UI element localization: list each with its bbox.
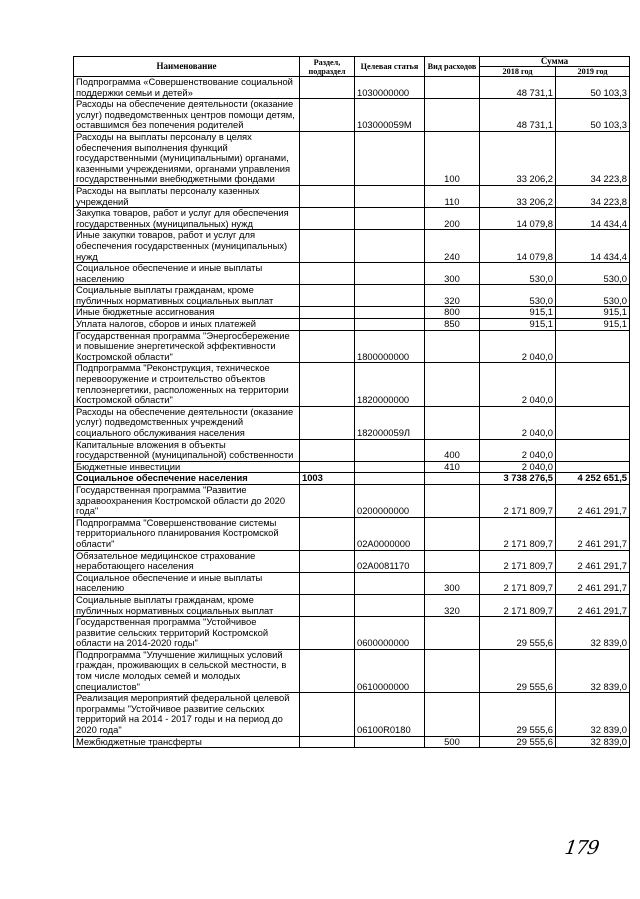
row-expense-type: 400 xyxy=(425,439,480,461)
table-row xyxy=(74,99,630,132)
row-sum-2018: 2 171 809,7 xyxy=(480,517,556,550)
row-expense-type xyxy=(425,484,480,517)
row-expense-type: 800 xyxy=(425,307,480,319)
row-section xyxy=(300,208,355,230)
header-name: Наименование xyxy=(74,57,300,77)
row-name: Подпрограмма "Реконструкция, техническое перевооружение и строительство объектов теплоэнергетики, расположенных на территории Костромской области" xyxy=(74,363,300,406)
row-section xyxy=(300,285,355,307)
row-sum-2018: 2 040,0 xyxy=(480,406,556,439)
row-section xyxy=(300,517,355,550)
row-section xyxy=(300,649,355,692)
row-section xyxy=(300,131,355,185)
table-row xyxy=(74,185,630,207)
row-article: 0610000000 xyxy=(355,649,425,692)
row-expense-type: 110 xyxy=(425,185,480,207)
row-article xyxy=(355,319,425,331)
row-article xyxy=(355,185,425,207)
row-sum-2019: 2 461 291,7 xyxy=(556,572,630,594)
row-expense-type xyxy=(425,330,480,363)
table-row xyxy=(74,473,630,485)
row-expense-type: 320 xyxy=(425,285,480,307)
row-sum-2019: 32 839,0 xyxy=(556,649,630,692)
row-section xyxy=(300,263,355,285)
row-sum-2018: 530,0 xyxy=(480,285,556,307)
row-sum-2019: 32 839,0 xyxy=(556,693,630,736)
row-article: 02А0081170 xyxy=(355,550,425,572)
row-section xyxy=(300,617,355,650)
row-article xyxy=(355,572,425,594)
row-expense-type: 200 xyxy=(425,208,480,230)
row-expense-type xyxy=(425,77,480,99)
row-expense-type xyxy=(425,617,480,650)
row-sum-2019: 2 461 291,7 xyxy=(556,594,630,616)
row-expense-type: 500 xyxy=(425,736,480,748)
row-section xyxy=(300,230,355,263)
row-sum-2019: 530,0 xyxy=(556,263,630,285)
row-sum-2019: 4 252 651,5 xyxy=(556,473,630,485)
table-row xyxy=(74,461,630,473)
row-sum-2018: 33 206,2 xyxy=(480,131,556,185)
row-article: 103000059М xyxy=(355,99,425,132)
row-sum-2018: 2 171 809,7 xyxy=(480,484,556,517)
row-sum-2018: 530,0 xyxy=(480,263,556,285)
row-name: Государственная программа "Устойчивое развитие сельских территорий Костромской области на 2014-2020 годы" xyxy=(74,617,300,650)
row-name: Иные бюджетные ассигнования xyxy=(74,307,300,319)
row-name: Межбюджетные трансферты xyxy=(74,736,300,748)
row-expense-type xyxy=(425,363,480,406)
row-sum-2018: 29 555,6 xyxy=(480,649,556,692)
header-year-2018: 2018 год xyxy=(480,67,556,77)
row-article xyxy=(355,594,425,616)
row-section xyxy=(300,693,355,736)
table-row xyxy=(74,208,630,230)
row-sum-2018: 29 555,6 xyxy=(480,693,556,736)
row-section xyxy=(300,594,355,616)
row-sum-2019: 32 839,0 xyxy=(556,736,630,748)
row-name: Расходы на выплаты персоналу в целях обеспечения выполнения функций государственными (муниципальными) органами, казенными учреждениями, органами управления государственными внебюджетными фондами xyxy=(74,131,300,185)
row-section xyxy=(300,77,355,99)
row-sum-2018: 915,1 xyxy=(480,307,556,319)
row-sum-2018: 3 738 276,5 xyxy=(480,473,556,485)
table-row xyxy=(74,230,630,263)
row-sum-2019: 915,1 xyxy=(556,319,630,331)
row-name: Расходы на выплаты персоналу казенных учреждений xyxy=(74,185,300,207)
table-row xyxy=(74,439,630,461)
row-expense-type xyxy=(425,517,480,550)
table-row xyxy=(74,484,630,517)
row-name: Социальные выплаты гражданам, кроме публичных нормативных социальных выплат xyxy=(74,594,300,616)
row-sum-2018: 2 040,0 xyxy=(480,461,556,473)
row-article: 1030000000 xyxy=(355,77,425,99)
table-row xyxy=(74,550,630,572)
row-section xyxy=(300,439,355,461)
table-row xyxy=(74,307,630,319)
row-name: Иные закупки товаров, работ и услуг для обеспечения государственных (муниципальных) нужд xyxy=(74,230,300,263)
row-sum-2019: 14 434,4 xyxy=(556,230,630,263)
row-name: Социальные выплаты гражданам, кроме публичных нормативных социальных выплат xyxy=(74,285,300,307)
row-article xyxy=(355,736,425,748)
row-article xyxy=(355,208,425,230)
row-name: Подпрограмма «Совершенствование социальной поддержки семьи и детей» xyxy=(74,77,300,99)
row-sum-2018: 48 731,1 xyxy=(480,77,556,99)
row-name: Подпрограмма "Совершенствование системы территориального планирования Костромской области" xyxy=(74,517,300,550)
table-row xyxy=(74,363,630,406)
row-article: 1820000000 xyxy=(355,363,425,406)
row-article: 02А0000000 xyxy=(355,517,425,550)
row-sum-2019 xyxy=(556,461,630,473)
row-name: Государственная программа "Развитие здравоохранения Костромской области до 2020 года" xyxy=(74,484,300,517)
row-section xyxy=(300,550,355,572)
row-sum-2019 xyxy=(556,363,630,406)
row-section xyxy=(300,319,355,331)
row-section xyxy=(300,99,355,132)
table-row xyxy=(74,263,630,285)
row-article xyxy=(355,230,425,263)
row-article: 0600000000 xyxy=(355,617,425,650)
table-row xyxy=(74,406,630,439)
row-name: Закупка товаров, работ и услуг для обеспечения государственных (муниципальных) нужд xyxy=(74,208,300,230)
row-section xyxy=(300,185,355,207)
row-sum-2019 xyxy=(556,406,630,439)
header-section: Раздел, подраздел xyxy=(300,57,355,77)
row-article: 1800000000 xyxy=(355,330,425,363)
row-sum-2019: 32 839,0 xyxy=(556,617,630,650)
row-article xyxy=(355,473,425,485)
row-sum-2018: 48 731,1 xyxy=(480,99,556,132)
row-sum-2019 xyxy=(556,330,630,363)
row-article xyxy=(355,439,425,461)
row-article: 06100R0180 xyxy=(355,693,425,736)
row-name: Социальное обеспечение и иные выплаты населению xyxy=(74,263,300,285)
row-sum-2019: 915,1 xyxy=(556,307,630,319)
row-name: Бюджетные инвестиции xyxy=(74,461,300,473)
row-sum-2018: 14 079,8 xyxy=(480,208,556,230)
row-name: Расходы на обеспечение деятельности (оказание услуг) подведомственных учреждений социального обслуживания населения xyxy=(74,406,300,439)
header-article: Целевая статья xyxy=(355,57,425,77)
row-expense-type xyxy=(425,406,480,439)
row-sum-2019: 530,0 xyxy=(556,285,630,307)
table-row xyxy=(74,517,630,550)
header-sum: Сумма xyxy=(480,57,630,67)
row-section xyxy=(300,363,355,406)
page-number: 179 xyxy=(563,837,600,859)
header-expense-type: Вид расходов xyxy=(425,57,480,77)
row-name: Капитальные вложения в объекты государственной (муниципальной) собственности xyxy=(74,439,300,461)
row-expense-type: 410 xyxy=(425,461,480,473)
row-sum-2018: 2 040,0 xyxy=(480,363,556,406)
row-expense-type: 300 xyxy=(425,263,480,285)
row-article xyxy=(355,307,425,319)
row-section xyxy=(300,330,355,363)
table-row xyxy=(74,131,630,185)
row-name: Государственная программа "Энергосбережение и повышение энергетической эффективности Костромской области" xyxy=(74,330,300,363)
row-expense-type: 300 xyxy=(425,572,480,594)
row-section xyxy=(300,406,355,439)
row-sum-2019: 50 103,3 xyxy=(556,99,630,132)
row-expense-type: 240 xyxy=(425,230,480,263)
row-expense-type xyxy=(425,649,480,692)
row-section xyxy=(300,736,355,748)
table-row xyxy=(74,594,630,616)
table-body xyxy=(74,77,630,748)
row-section xyxy=(300,484,355,517)
row-section: 1003 xyxy=(300,473,355,485)
row-sum-2018: 29 555,6 xyxy=(480,736,556,748)
row-sum-2019: 34 223,8 xyxy=(556,131,630,185)
row-sum-2018: 2 040,0 xyxy=(480,330,556,363)
row-section xyxy=(300,461,355,473)
row-expense-type: 850 xyxy=(425,319,480,331)
row-sum-2018: 14 079,8 xyxy=(480,230,556,263)
row-section xyxy=(300,572,355,594)
table-row xyxy=(74,319,630,331)
row-sum-2018: 915,1 xyxy=(480,319,556,331)
row-sum-2019: 14 434,4 xyxy=(556,208,630,230)
row-sum-2019: 2 461 291,7 xyxy=(556,484,630,517)
table-row xyxy=(74,693,630,736)
row-article xyxy=(355,461,425,473)
row-article xyxy=(355,285,425,307)
row-sum-2018: 2 171 809,7 xyxy=(480,550,556,572)
row-name: Социальное обеспечение населения xyxy=(74,473,300,485)
row-name: Обязательное медицинское страхование неработающего населения xyxy=(74,550,300,572)
row-expense-type xyxy=(425,550,480,572)
row-article: 0200000000 xyxy=(355,484,425,517)
budget-table xyxy=(73,56,630,748)
row-name: Социальное обеспечение и иные выплаты населению xyxy=(74,572,300,594)
row-expense-type: 320 xyxy=(425,594,480,616)
header-year-2019: 2019 год xyxy=(556,67,630,77)
row-sum-2018: 2 171 809,7 xyxy=(480,594,556,616)
row-sum-2019: 2 461 291,7 xyxy=(556,517,630,550)
row-name: Уплата налогов, сборов и иных платежей xyxy=(74,319,300,331)
row-expense-type xyxy=(425,693,480,736)
row-sum-2019: 50 103,3 xyxy=(556,77,630,99)
row-sum-2018: 33 206,2 xyxy=(480,185,556,207)
row-section xyxy=(300,307,355,319)
table-row xyxy=(74,285,630,307)
row-name: Реализация мероприятий федеральной целевой программы "Устойчивое развитие сельских территорий на 2014 - 2017 годы и на период до 2020 года" xyxy=(74,693,300,736)
table-row xyxy=(74,330,630,363)
row-expense-type xyxy=(425,473,480,485)
row-sum-2019: 2 461 291,7 xyxy=(556,550,630,572)
row-name: Расходы на обеспечение деятельности (оказание услуг) подведомственных центров помощи детям, оставшимся без попечения родителей xyxy=(74,99,300,132)
row-expense-type xyxy=(425,99,480,132)
table-header xyxy=(74,57,630,77)
table-row xyxy=(74,617,630,650)
table-row xyxy=(74,649,630,692)
row-expense-type: 100 xyxy=(425,131,480,185)
row-article xyxy=(355,263,425,285)
row-sum-2018: 2 040,0 xyxy=(480,439,556,461)
row-sum-2018: 2 171 809,7 xyxy=(480,572,556,594)
row-sum-2019: 34 223,8 xyxy=(556,185,630,207)
row-name: Подпрограмма "Улучшение жилищных условий граждан, проживающих в сельской местности, в том числе молодых семей и молодых специалистов" xyxy=(74,649,300,692)
row-sum-2018: 29 555,6 xyxy=(480,617,556,650)
row-sum-2019 xyxy=(556,439,630,461)
row-article xyxy=(355,131,425,185)
table-row xyxy=(74,572,630,594)
table-row xyxy=(74,77,630,99)
table-row xyxy=(74,736,630,748)
row-article: 182000059Л xyxy=(355,406,425,439)
